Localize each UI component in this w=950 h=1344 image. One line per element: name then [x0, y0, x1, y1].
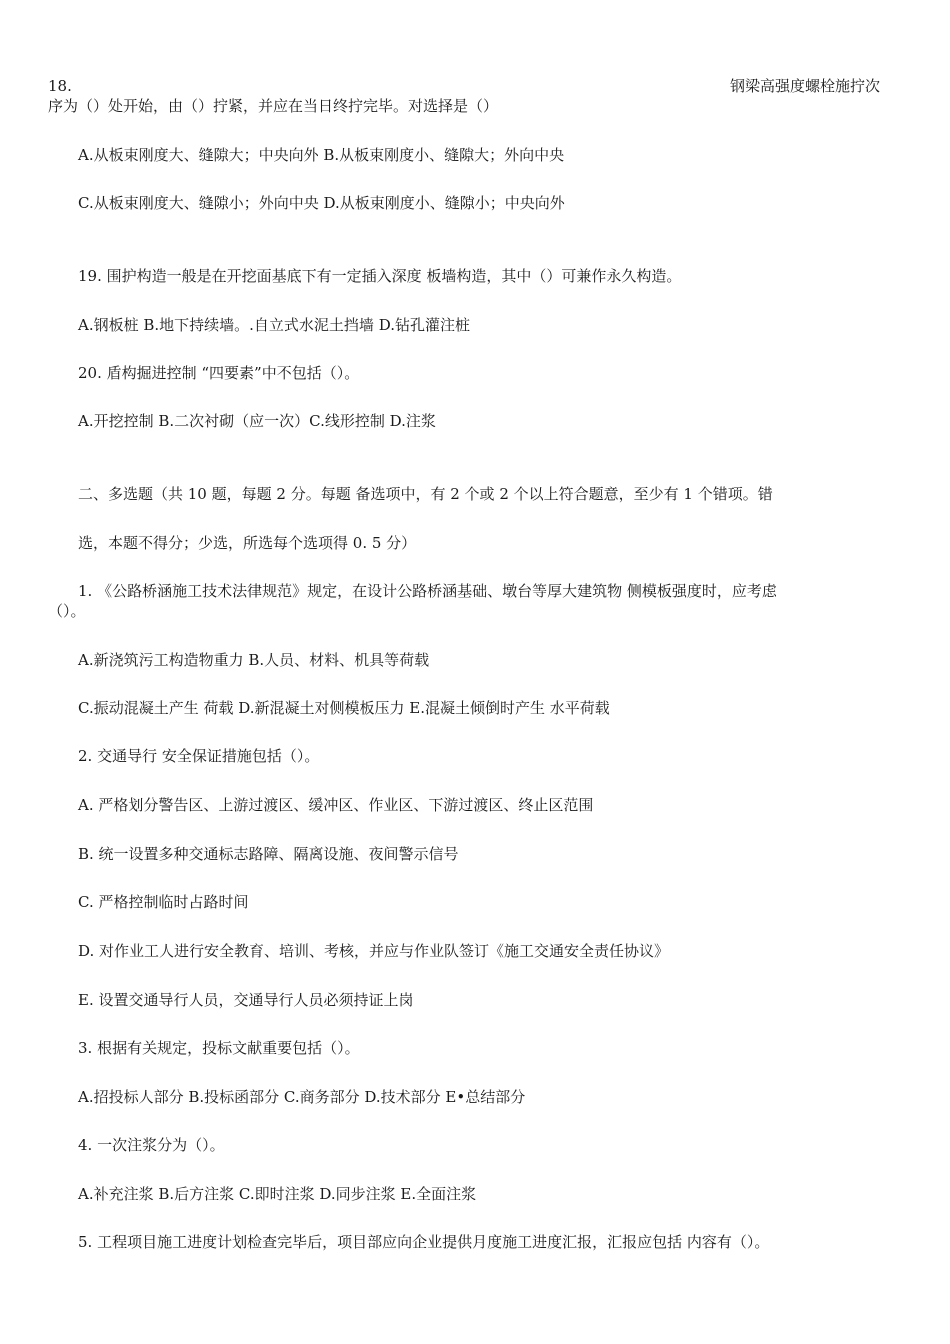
m4-question: 4. 一次注浆分为（）。: [78, 1136, 225, 1154]
section2-heading-line2: 选，本题不得分；少选，所选每个选项得 0. 5 分）: [78, 534, 417, 552]
m2-option-d: D. 对作业工人进行安全教育、培训、考核，并应与作业队签订《施工交通安全责任协议》: [78, 942, 670, 960]
m5-question: 5. 工程项目施工进度计划检查完毕后，项目部应向企业提供月度施工进度汇报，汇报应包括 内容有（）。: [78, 1233, 770, 1251]
q19-question: 19. 围护构造一般是在开挖面基底下有一定插入深度 板墙构造，其中（）可兼作永久构造。: [78, 267, 682, 285]
m4-options: A.补充注浆 B.后方注浆 C.即时注浆 D.同步注浆 E.全面注浆: [78, 1185, 477, 1203]
m1-options-ab: A.新浇筑污工构造物重力 B.人员、材料、机具等荷载: [78, 651, 430, 669]
q20-options: A.开挖控制 B.二次衬砌（应一次）C.线形控制 D.注浆: [78, 412, 436, 430]
q18-title-right: 钢梁高强度螺栓施拧次: [730, 77, 881, 95]
m2-option-b: B. 统一设置多种交通标志路障、隔离设施、夜间警示信号: [78, 845, 459, 863]
q19-options: A.钢板桩 B.地下持续墙。.自立式水泥土挡墙 D.钻孔灌注桩: [78, 316, 470, 334]
m1-question-line1: 1. 《公路桥涵施工技术法律规范》规定，在设计公路桥涵基础、墩台等厚大建筑物 侧模板强度时，应考虑: [78, 582, 777, 600]
m3-question: 3. 根据有关规定，投标文献重要包括（）。: [78, 1039, 360, 1057]
m2-option-e: E. 设置交通导行人员，交通导行人员必须持证上岗: [78, 991, 414, 1009]
m1-question-line2: （）。: [48, 602, 86, 620]
q18-number: 18.: [48, 77, 72, 95]
m1-options-cde: C.振动混凝土产生 荷载 D.新混凝土对侧模板压力 E.混凝土倾倒时产生 水平荷载: [78, 699, 610, 717]
q18-options-ab: A.从板束刚度大、缝隙大；中央向外 B.从板束刚度小、缝隙大；外向中央: [78, 146, 565, 164]
q18-options-cd: C.从板束刚度大、缝隙小；外向中央 D.从板束刚度小、缝隙小；中央向外: [78, 194, 565, 212]
q20-question: 20. 盾构掘进控制 “四要素”中不包括（）。: [78, 364, 360, 382]
section2-heading-line1: 二、多选题（共 10 题，每题 2 分。每题 备选项中，有 2 个或 2 个以上符合题意，至少有 1 个错项。错: [78, 485, 773, 503]
m3-options: A.招投标人部分 B.投标函部分 C.商务部分 D.技术部分 E•总结部分: [78, 1088, 526, 1106]
m2-option-a: A. 严格划分警告区、上游过渡区、缓冲区、作业区、下游过渡区、终止区范围: [78, 796, 594, 814]
q18-line2: 序为（）处开始，由（）拧紧，并应在当日终拧完毕。对选择是（）: [48, 97, 499, 115]
m2-question: 2. 交通导行 安全保证措施包括（）。: [78, 747, 320, 765]
m2-option-c: C. 严格控制临时占路时间: [78, 893, 249, 911]
